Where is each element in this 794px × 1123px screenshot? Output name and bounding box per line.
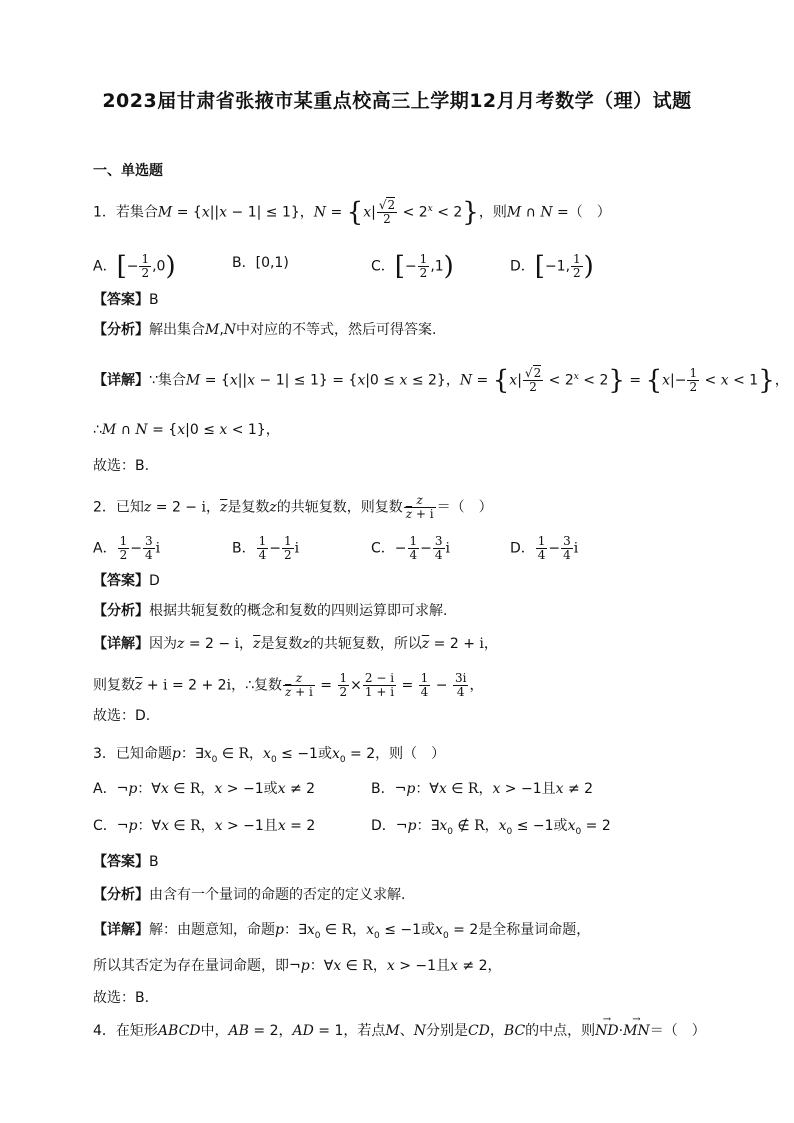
q2-detail-2: 则复数$\overline{z} + i = 2 + 2i$，∴复数 $\frac{z}{\overline{z} + i}$ = $\frac{1}{2}$ × $\frac{2 - i}{1 + i}$ = $\frac{1}{4}$ − $\frac{3i}{4}$ ，: [93, 671, 484, 699]
q4-stem: 4．在矩形ABCD中，AB = 2，AD = 1，若点M、N分别是CD，BC的中点，则→ ND·→ MN＝（ ）: [93, 1021, 706, 1041]
page-title: 2023届甘肃省张掖市某重点校高三上学期12月月考数学（理）试题: [102, 90, 692, 112]
q1-option-d: D．[−1, $\frac{1}{2}$ ): [510, 251, 594, 282]
section-heading: 一、单选题: [93, 163, 163, 179]
q2-detail: 【详解】因为z = 2 − i，$\overline{z}$是复数z的共轭复数，所以$\overline{z} = 2 + i$，: [93, 636, 498, 652]
q1-detail-2: ∴M ∩ N = {x|0 ≤ x < 1}，: [93, 422, 280, 438]
q1-option-b: B．[0,1): [232, 255, 289, 271]
q2-answer: 【答案】D: [93, 573, 160, 589]
q3-detail: 【详解】解：由题意知，命题p：$\exists x_0$ ∈ R，$x_0 \le -1$或$x_0 = 2$是全称量词命题，: [93, 922, 591, 941]
q2-choose: 故选：D.: [93, 708, 151, 724]
q1-stem: 1．若集合M = {x||x − 1| ≤ 1}，N = {x| $\frac{√2}{2}$ < $2^x < 2$}，则M ∩ N =（ ）: [93, 197, 611, 228]
q3-answer: 【答案】B: [93, 854, 159, 870]
q3-stem: 3．已知命题p：$\exists x_0$ ∈ R，$x_0 \le -1$或$x_0 = 2$，则（ ）: [93, 746, 446, 765]
q1-answer: 【答案】B: [93, 292, 159, 308]
q2-option-b: B． $\frac{1}{4}$ − $\frac{1}{2}$ i: [232, 534, 300, 562]
q3-option-d: D．¬p：$\exists x_0$ ∉ R，$x_0 \le -1$或$x_0 = 2$: [371, 818, 611, 837]
q2-option-a: A． $\frac{1}{2}$ − $\frac{3}{4}$ i: [93, 534, 161, 562]
q3-analysis: 【分析】由含有一个量词的命题的否定的定义求解.: [93, 887, 406, 903]
q1-choose: 故选：B.: [93, 458, 150, 474]
q3-option-a: A．¬p：∀x ∈ R，x > −1或x ≠ 2: [93, 781, 316, 797]
q3-choose: 故选：B.: [93, 990, 150, 1006]
q2-stem: 2．已知z = 2 − i，$\overline{z}$是复数z的共轭复数，则复数 $\frac{z}{\overline{z} + i}$ ＝（ ）: [93, 493, 493, 521]
q3-detail-2: 所以其否定为存在量词命题，即¬p：∀x ∈ R，x > −1且x ≠ 2，: [93, 958, 502, 974]
q1-detail: 【详解】∵集合M = {x||x − 1| ≤ 1} = {x|0 ≤ x ≤ 2}，N = {x| $\frac{√2}{2}$ < $2^x < 2\} = \{x|-$ $\frac{1}{2}$ < x < 1}，: [93, 365, 789, 396]
q1-option-a: A．[− $\frac{1}{2}$ ,0): [93, 251, 176, 282]
q2-option-c: C．− $\frac{1}{4}$ − $\frac{3}{4}$ i: [371, 534, 451, 562]
q2-analysis: 【分析】根据共轭复数的概念和复数的四则运算即可求解.: [93, 603, 448, 619]
q1-option-c: C．[− $\frac{1}{2}$ ,1): [371, 251, 454, 282]
q1-analysis: 【分析】解出集合M,N中对应的不等式，然后可得答案.: [93, 322, 437, 338]
q2-option-d: D． $\frac{1}{4}$ − $\frac{3}{4}$ i: [510, 534, 579, 562]
q3-option-c: C．¬p：∀x ∈ R，x > −1且x = 2: [93, 818, 316, 834]
q3-option-b: B．¬p：∀x ∈ R，x > −1且x ≠ 2: [371, 781, 594, 797]
